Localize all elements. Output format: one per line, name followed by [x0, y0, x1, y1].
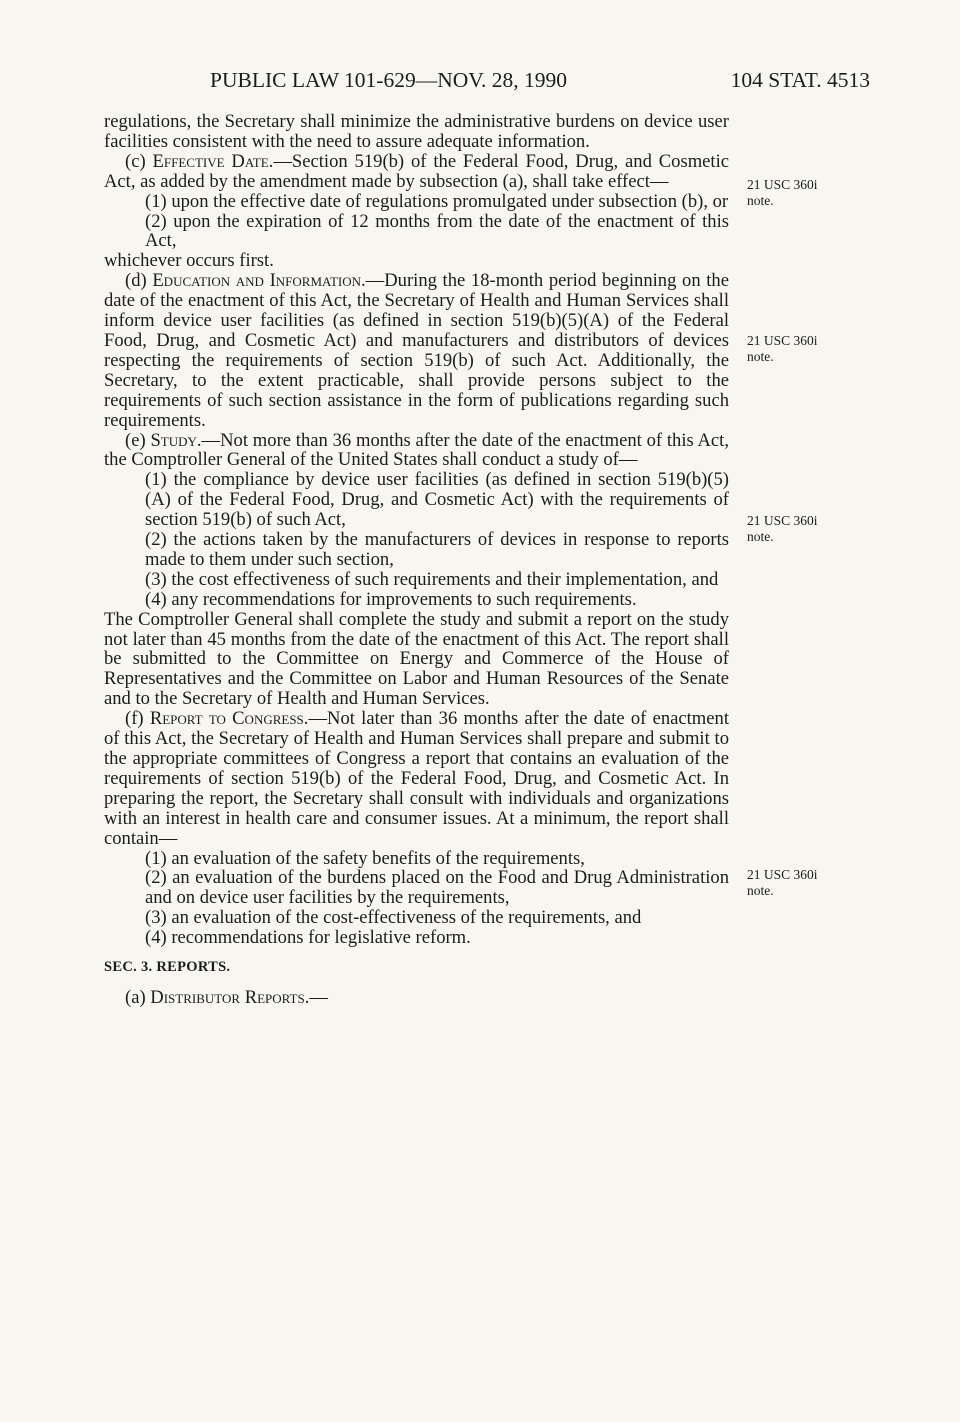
margin-note-citation: 21 USC 360i	[747, 333, 818, 348]
paragraph-e-study	[104, 431, 729, 471]
margin-note-citation: 21 USC 360i	[747, 867, 818, 882]
item-e3: (3) the cost effectiveness of such requirements and their implementation, and	[145, 568, 719, 590]
item-f3: (3) an evaluation of the cost-effectiveness of the requirements, and	[145, 907, 642, 929]
margin-note-label: note.	[747, 349, 774, 364]
margin-note-citation: 21 USC 360i	[747, 513, 818, 528]
margin-note-citation: 21 USC 360i	[747, 177, 818, 192]
header-stat-page: 104 STAT. 4513	[730, 68, 870, 92]
margin-note-c	[747, 177, 857, 209]
item-f2: (2) an evaluation of the burdens placed on the Food and Drug Administration and on device user facilities by the requirements,	[145, 867, 729, 909]
item-f1: (1) an evaluation of the safety benefits of the requirements,	[145, 847, 585, 869]
paragraph-a-distributor	[104, 988, 729, 1008]
item-e2: (2) the actions taken by the manufacturers of devices in response to reports made to them under such section,	[145, 529, 729, 570]
f-heading: Report to Congress	[149, 708, 304, 730]
paragraph-continuation: regulations, the Secretary shall minimize the administrative burdens on device user facilities consistent with the need to assure adequate information.	[104, 111, 729, 152]
header-public-law: PUBLIC LAW 101-629—NOV. 28, 1990	[210, 68, 568, 92]
margin-note-d	[747, 333, 857, 365]
margin-note-e	[747, 513, 857, 545]
e-text: .—Not more than 36 months after the date of the enactment of this Act, the Comptroller General of the United States shall conduct a study of—	[104, 429, 729, 471]
e-heading: Study	[150, 429, 197, 451]
item-e4: (4) any recommendations for improvements to such requirements.	[145, 588, 637, 610]
paragraph-c-effective-date	[104, 152, 729, 192]
page-header	[210, 66, 870, 94]
a-label: (a)	[125, 986, 151, 1008]
d-heading: Education and Information	[152, 270, 361, 292]
paragraph-c-tail: whichever occurs first.	[104, 250, 274, 272]
a-heading: Distributor Reports	[150, 986, 305, 1008]
margin-note-label: note.	[747, 529, 774, 544]
c-text: .—Section 519(b) of the Federal Food, Drug, and Cosmetic Act, as added by the amendment made by subsection (a), shall take effect—	[104, 150, 729, 192]
paragraph-f-report	[104, 709, 729, 848]
a-text: .—	[304, 986, 328, 1008]
document-body	[104, 112, 729, 1008]
margin-note-f	[747, 867, 857, 899]
f-label: (f)	[125, 708, 150, 730]
f-text: .—Not later than 36 months after the date of enactment of this Act, the Secretary of Health and Human Services shall prepare and submit to the appropriate committees of Congress a report that contains an evaluation of the requirements of section 519(b) of the Federal Food, Drug, and Cosmetic Act. In preparing the report, the Secretary shall consult with individuals and organizations with an interest in health care and consumer issues. At a minimum, the report shall contain—	[104, 708, 729, 849]
item-e1: (1) the compliance by device user facilities (as defined in section 519(b)(5)(A) of the Federal Food, Drug, and Cosmetic Act) with the requirements of section 519(b) of such Act,	[145, 469, 729, 531]
margin-note-label: note.	[747, 883, 774, 898]
c-heading: Effective Date	[152, 150, 269, 172]
d-text: .—During the 18-month period beginning on the date of the enactment of this Act, the Secretary of Health and Human Services shall inform device user facilities (as defined in section 519(b)(5)(A) of the Federal Food, Drug, and Cosmetic Act) and manufacturers and distributors of devices respecting the requirements of section 519(b) of such Act. Additionally, the Secretary, to the extent practicable, shall provide persons subject to the requirements of such section assistance in the form of publications regarding such requirements.	[104, 270, 729, 431]
item-c2: (2) upon the expiration of 12 months from the date of the enactment of this Act,	[145, 210, 729, 252]
item-c1: (1) upon the effective date of regulations promulgated under subsection (b), or	[145, 190, 729, 212]
item-f4: (4) recommendations for legislative reform.	[145, 927, 471, 949]
e-label: (e)	[125, 429, 151, 451]
margin-note-label: note.	[747, 193, 774, 208]
paragraph-d-education	[104, 271, 729, 430]
d-label: (d)	[125, 270, 153, 292]
c-label: (c)	[125, 150, 153, 172]
section-heading: SEC. 3. REPORTS.	[104, 959, 231, 976]
paragraph-e-tail: The Comptroller General shall complete the study and submit a report on the study not later than 45 months from the date of the enactment of this Act. The report shall be submitted to the Committee on Energy and Commerce of the House of Representatives and the Committee on Labor and Human Resources of the Senate and to the Secretary of Health and Human Services.	[104, 608, 729, 710]
